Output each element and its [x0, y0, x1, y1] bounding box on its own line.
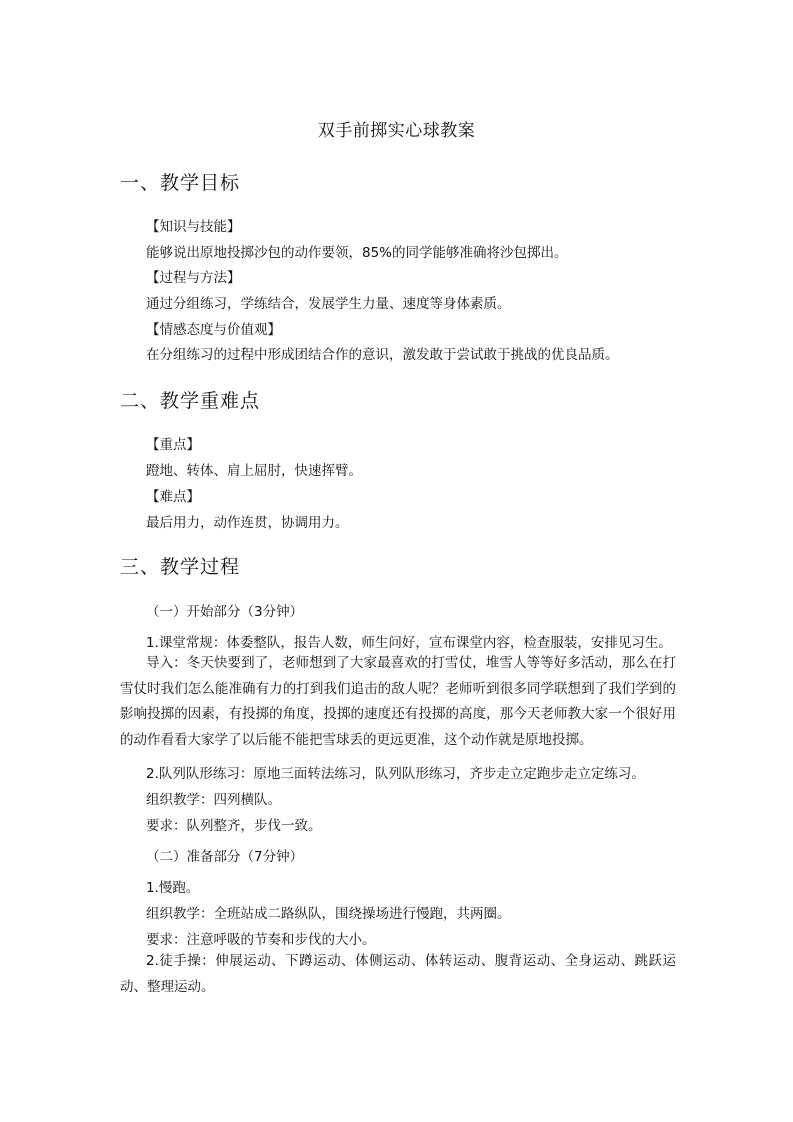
- paragraph: 1.课堂常规：体委整队，报告人数，师生问好，宣布课堂内容，检查服装，安排见习生。: [146, 635, 672, 651]
- paragraph: 通过分组练习，学练结合，发展学生力量、速度等身体素质。: [146, 296, 511, 312]
- paragraph: 组织教学：四列横队。: [146, 792, 281, 808]
- paragraph: 要求：队列整齐，步伐一致。: [146, 818, 322, 834]
- subheading-difficult: 【难点】: [146, 489, 200, 505]
- section-heading-process: 三、教学过程: [120, 556, 241, 578]
- paragraph: 组织教学：全班站成二路纵队，围绕操场进行慢跑，共两圈。: [146, 906, 511, 922]
- paragraph: 1.慢跑。: [146, 880, 200, 896]
- subheading-knowledge: 【知识与技能】: [146, 219, 241, 235]
- paragraph: 在分组练习的过程中形成团结合作的意识，激发敢于尝试敢于挑战的优良品质。: [146, 347, 619, 363]
- paragraph: 要求：注意呼吸的节奏和步伐的大小。: [146, 932, 376, 948]
- section-heading-keypoints: 二、教学重难点: [120, 390, 261, 412]
- paragraph: 2.徒手操：伸展运动、下蹲运动、体侧运动、体转运动、腹背运动、全身运动、跳跃运动、整理运动。: [120, 953, 676, 995]
- section-heading-objectives: 一、教学目标: [120, 172, 241, 194]
- subheading-attitude: 【情感态度与价值观】: [146, 322, 281, 338]
- paragraph-intro: 导入：冬天快要到了，老师想到了大家最喜欢的打雪仗，堆雪人等等好多活动，那么在打雪仗时我们怎么能准确有力的打到我们追击的敌人呢？老师听到很多同学联想到了我们学到的影响投掷的因素，有投掷的角度，投掷的速度还有投掷的高度，那今天老师教大家一个很好用的动作看看大家学了以后能不能把雪球丢的更远更准，这个动作就是原地投掷。: [120, 655, 676, 748]
- subheading-process: 【过程与方法】: [146, 270, 241, 286]
- document-title: 双手前掷实心球教案: [317, 121, 476, 141]
- paragraph: 最后用力，动作连贯，协调用力。: [146, 515, 349, 531]
- subheading-key: 【重点】: [146, 437, 200, 453]
- subsection-prep: （二）准备部分（7分钟）: [146, 849, 304, 865]
- paragraph: 2.队列队形练习：原地三面转法练习，队列队形练习，齐步走立定跑步走立定练习。: [146, 766, 645, 782]
- paragraph: 蹬地、转体、肩上屈肘，快速挥臂。: [146, 463, 362, 479]
- subsection-start: （一）开始部分（3分钟）: [146, 604, 304, 620]
- paragraph: 能够说出原地投掷沙包的动作要领，85%的同学能够准确将沙包掷出。: [146, 245, 568, 261]
